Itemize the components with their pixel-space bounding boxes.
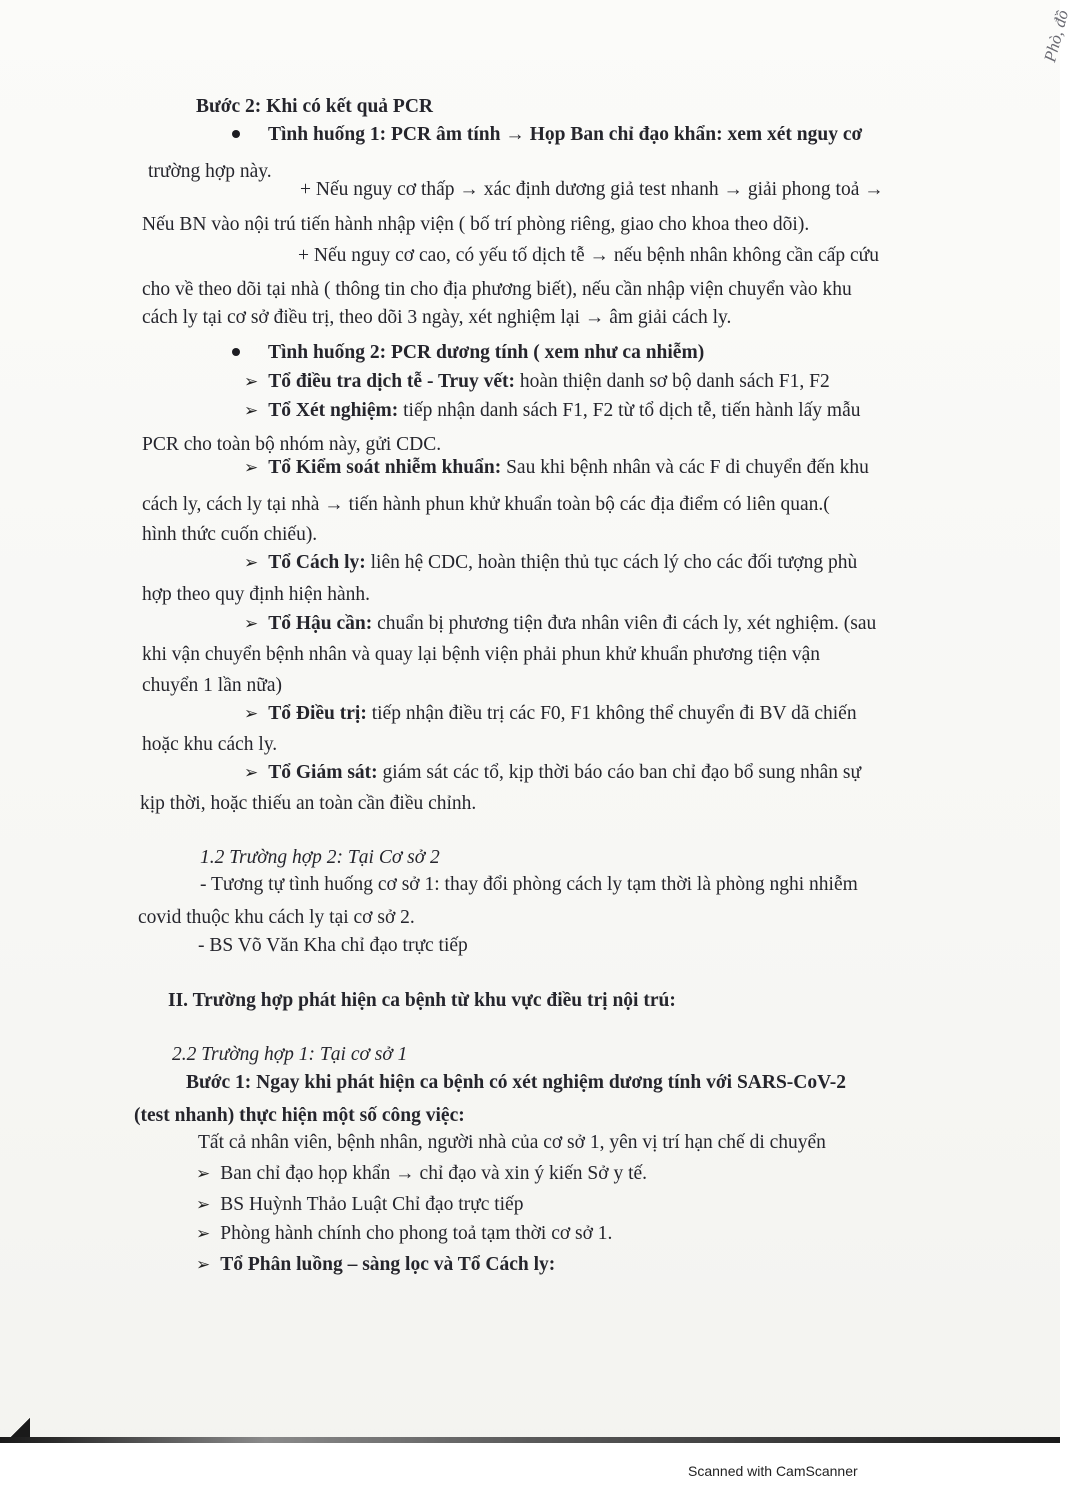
step-1-continuation: (test nhanh) thực hiện một số công việc:: [134, 1105, 465, 1126]
paragraph-line: - Tương tự tình huống cơ sở 1: thay đổi phòng cách ly tạm thời là phòng nghi nhiễm: [200, 874, 858, 895]
step-1-heading: Bước 1: Ngay khi phát hiện ca bệnh có xét nghiệm dương tính với SARS-CoV-2: [186, 1072, 847, 1093]
team-item: [244, 761, 861, 785]
team-label: Tổ Xét nghiệm:: [268, 400, 399, 421]
team-item: [244, 551, 857, 575]
camscanner-watermark: Scanned with CamScanner: [688, 1463, 858, 1479]
team-description: chuẩn bị phương tiện đưa nhân viên đi cách ly, xét nghiệm. (sau: [372, 613, 877, 634]
arrow-bullet-icon: ➢: [244, 614, 259, 633]
team-item: [244, 612, 876, 636]
team-label: Tổ Điều trị:: [268, 703, 367, 724]
team-description: liên hệ CDC, hoàn thiện thủ tục cách lý cho các đối tượng phù: [365, 552, 858, 573]
action-text: Phòng hành chính cho phong toả tạm thời cơ sở 1.: [220, 1223, 613, 1244]
section-1-2-heading: 1.2 Trường hợp 2: Tại Cơ sở 2: [200, 847, 440, 868]
team-description: tiếp nhận điều trị các F0, F1 không thể chuyển đi BV dã chiến: [366, 703, 857, 724]
scenario-2-text: Tình huống 2: PCR dương tính ( xem như ca nhiễm): [268, 342, 705, 363]
action-text: Tổ Phân luồng – sàng lọc và Tổ Cách ly:: [220, 1254, 556, 1275]
bullet-icon: [232, 348, 240, 356]
paragraph-line: trường hợp này.: [148, 161, 272, 182]
paragraph-line: hợp theo quy định hiện hành.: [142, 584, 371, 605]
scenario-2-line: [232, 341, 704, 365]
paragraph-line: chuyển 1 lần nữa): [142, 675, 282, 696]
action-text: Ban chỉ đạo họp khẩn → chỉ đạo và xin ý kiến Sở y tế.: [220, 1163, 648, 1184]
team-label: Tổ Cách ly:: [268, 552, 366, 573]
paragraph-line: PCR cho toàn bộ nhóm này, gửi CDC.: [142, 434, 442, 455]
action-item: [196, 1253, 555, 1277]
paragraph-line: Tất cả nhân viên, bệnh nhân, người nhà của cơ sở 1, yên vị trí hạn chế di chuyển: [198, 1132, 826, 1153]
paragraph-line: cho về theo dõi tại nhà ( thông tin cho địa phương biết), nếu cần nhập viện chuyển vào khu: [142, 279, 852, 300]
team-label: Tổ điều tra dịch tễ - Truy vết:: [268, 371, 516, 392]
bullet-icon: [232, 130, 240, 138]
team-item: [244, 456, 869, 480]
team-description: giám sát các tổ, kịp thời báo cáo ban chỉ đạo bổ sung nhân sự: [377, 762, 862, 783]
arrow-bullet-icon: ➢: [196, 1224, 211, 1243]
team-description: Sau khi bệnh nhân và các F di chuyển đến khu: [501, 457, 869, 478]
paragraph-line: cách ly tại cơ sở điều trị, theo dõi 3 ngày, xét nghiệm lại → âm giải cách ly.: [142, 307, 732, 328]
arrow-bullet-icon: ➢: [196, 1255, 211, 1274]
section-2-2-heading: 2.2 Trường hợp 1: Tại cơ sở 1: [172, 1044, 408, 1065]
paragraph-line: Nếu BN vào nội trú tiến hành nhập viện ( bố trí phòng riêng, giao cho khoa theo dõi).: [142, 214, 810, 235]
step-2-heading: Bước 2: Khi có kết quả PCR: [196, 96, 433, 117]
arrow-bullet-icon: ➢: [244, 458, 259, 477]
arrow-bullet-icon: ➢: [244, 704, 259, 723]
paragraph-line: + Nếu nguy cơ cao, có yếu tố dịch tễ → nếu bệnh nhân không cần cấp cứu: [298, 245, 879, 266]
action-item: [196, 1193, 523, 1217]
arrow-bullet-icon: ➢: [196, 1195, 211, 1214]
arrow-bullet-icon: ➢: [244, 763, 259, 782]
paragraph-line: cách ly, cách ly tại nhà → tiến hành phun khử khuẩn toàn bộ các địa điểm có liên quan.(: [142, 494, 830, 515]
action-text: BS Huỳnh Thảo Luật Chỉ đạo trực tiếp: [220, 1194, 524, 1215]
team-label: Tổ Kiểm soát nhiễm khuẩn:: [268, 457, 502, 478]
arrow-bullet-icon: ➢: [244, 401, 259, 420]
team-item: [244, 702, 857, 726]
paragraph-line: khi vận chuyển bệnh nhân và quay lại bệnh viện phải phun khử khuẩn phương tiện vận: [142, 644, 821, 665]
paragraph-line: + Nếu nguy cơ thấp → xác định dương giả test nhanh → giải phong toả →: [300, 179, 884, 200]
section-II-heading: II. Trường hợp phát hiện ca bệnh từ khu vực điều trị nội trú:: [168, 990, 676, 1011]
footer-band: [0, 1443, 1060, 1500]
paragraph-line: hoặc khu cách ly.: [142, 734, 278, 755]
scenario-1-line: [232, 123, 862, 147]
team-label: Tổ Hậu cần:: [268, 613, 373, 634]
arrow-bullet-icon: ➢: [244, 372, 259, 391]
team-description: tiếp nhận danh sách F1, F2 từ tổ dịch tễ, tiến hành lấy mẫu: [398, 400, 861, 421]
action-item: [196, 1162, 647, 1186]
paragraph-line: covid thuộc khu cách ly tại cơ sở 2.: [138, 907, 415, 928]
paragraph-line: kịp thời, hoặc thiếu an toàn cần điều chỉnh.: [140, 793, 477, 814]
team-label: Tổ Giám sát:: [268, 762, 378, 783]
paragraph-line: hình thức cuốn chiếu).: [142, 524, 318, 545]
corner-handwritten-note: Phò, đồ: [1040, 8, 1073, 65]
arrow-bullet-icon: ➢: [244, 553, 259, 572]
scenario-1-text: Tình huống 1: PCR âm tính → Họp Ban chỉ đạo khẩn: xem xét nguy cơ: [268, 124, 863, 145]
team-item: [244, 370, 830, 394]
team-description: hoàn thiện danh sơ bộ danh sách F1, F2: [515, 371, 830, 392]
team-item: [244, 399, 860, 423]
arrow-bullet-icon: ➢: [196, 1164, 211, 1183]
action-item: [196, 1222, 612, 1246]
paragraph-line: - BS Võ Văn Kha chỉ đạo trực tiếp: [198, 935, 468, 956]
